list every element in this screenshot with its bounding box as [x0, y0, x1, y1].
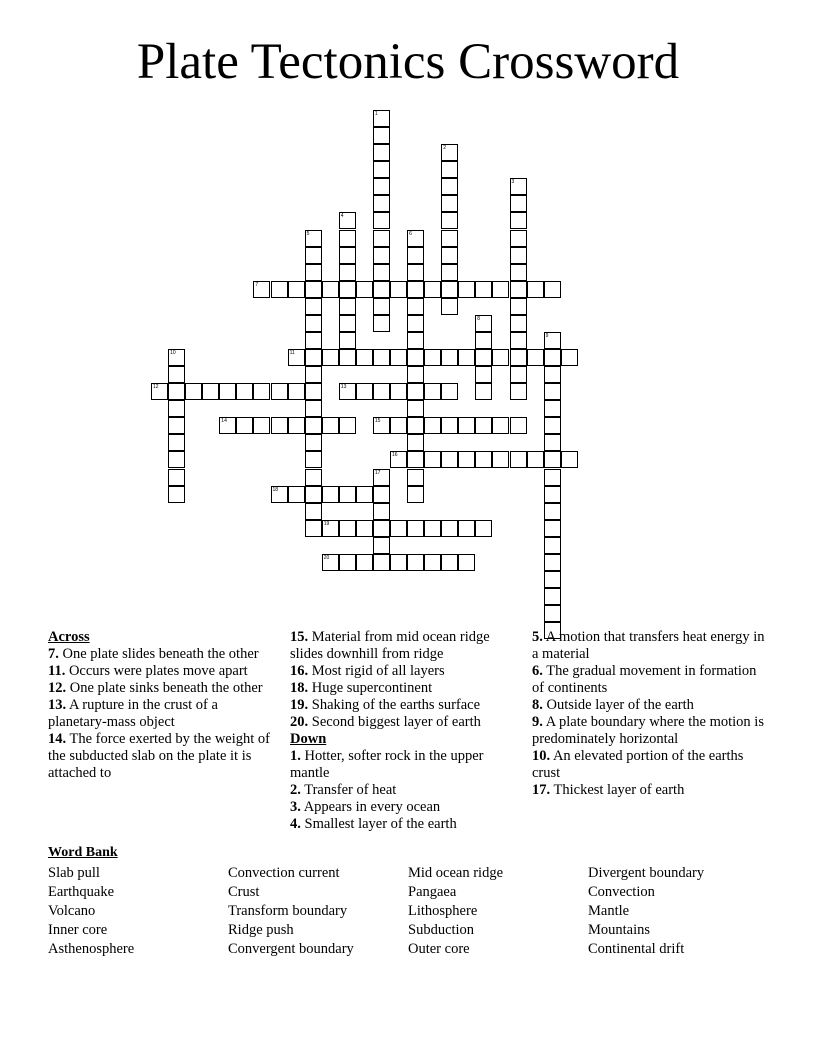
crossword-cell[interactable]: [510, 383, 527, 400]
clue-number: 10: [170, 350, 176, 356]
crossword-cell[interactable]: [458, 554, 475, 571]
crossword-cell[interactable]: [390, 417, 407, 434]
clue-number: 5: [306, 230, 310, 237]
crossword-cell[interactable]: [219, 383, 236, 400]
crossword-cell[interactable]: [373, 520, 390, 537]
crossword-cell[interactable]: [544, 537, 561, 554]
crossword-cell[interactable]: [373, 264, 390, 281]
crossword-cell[interactable]: [305, 451, 322, 468]
crossword-cell[interactable]: [322, 417, 339, 434]
crossword-cell[interactable]: [510, 451, 527, 468]
crossword-cell[interactable]: [527, 451, 544, 468]
crossword-cell[interactable]: [356, 520, 373, 537]
crossword-cell[interactable]: [339, 212, 356, 229]
crossword-cell[interactable]: [356, 281, 373, 298]
crossword-cell[interactable]: [373, 554, 390, 571]
word-bank-item: Volcano: [48, 903, 96, 919]
crossword-cell[interactable]: [390, 554, 407, 571]
crossword-cell[interactable]: [544, 451, 561, 468]
crossword-cell[interactable]: [373, 230, 390, 247]
word-bank-item: Crust: [228, 884, 260, 900]
down-heading: Down: [290, 731, 327, 747]
crossword-cell[interactable]: [510, 298, 527, 315]
crossword-cell[interactable]: [305, 417, 322, 434]
crossword-cell[interactable]: [441, 247, 458, 264]
crossword-cell[interactable]: [271, 383, 288, 400]
crossword-cell[interactable]: [322, 486, 339, 503]
crossword-cell[interactable]: [441, 178, 458, 195]
crossword-cell[interactable]: [441, 161, 458, 178]
crossword-cell[interactable]: [373, 315, 390, 332]
crossword-cell[interactable]: [424, 451, 441, 468]
crossword-cell[interactable]: [253, 281, 270, 298]
crossword-cell[interactable]: [527, 349, 544, 366]
crossword-cell[interactable]: [305, 503, 322, 520]
clue-down-10: 10. An elevated portion of the earths crust: [532, 748, 744, 781]
clue-across-14: 14. The force exerted by the weight of the subducted slab on the plate it is attached to: [48, 731, 270, 781]
crossword-cell[interactable]: [339, 264, 356, 281]
crossword-cell[interactable]: [219, 417, 236, 434]
clue-number: 7: [255, 281, 259, 288]
crossword-cell[interactable]: [373, 349, 390, 366]
crossword-cell[interactable]: [305, 434, 322, 451]
crossword-cell[interactable]: [305, 486, 322, 503]
crossword-cell[interactable]: [544, 588, 561, 605]
crossword-cell[interactable]: [544, 605, 561, 622]
clue-across-20: 20. Second biggest layer of earth: [290, 714, 481, 730]
crossword-cell[interactable]: [458, 451, 475, 468]
clue-across-13: 13. A rupture in the crust of a planetary-mass object: [48, 697, 218, 730]
word-bank-column-3: [408, 864, 503, 959]
crossword-cell[interactable]: [510, 349, 527, 366]
word-bank-item: Convection: [588, 884, 655, 900]
crossword-cell[interactable]: [339, 230, 356, 247]
crossword-cell[interactable]: [253, 417, 270, 434]
crossword-cell[interactable]: [492, 349, 509, 366]
crossword-cell[interactable]: [407, 281, 424, 298]
crossword-cell[interactable]: [373, 161, 390, 178]
crossword-cell[interactable]: [544, 554, 561, 571]
crossword-cell[interactable]: [322, 520, 339, 537]
word-bank-item: Pangaea: [408, 884, 457, 900]
crossword-cell[interactable]: [510, 315, 527, 332]
clue-across-16: 16. Most rigid of all layers: [290, 663, 445, 679]
crossword-cell[interactable]: [288, 486, 305, 503]
crossword-cell[interactable]: [339, 332, 356, 349]
crossword-cell[interactable]: [510, 212, 527, 229]
clues-column-2: [290, 629, 522, 833]
crossword-cell[interactable]: [561, 451, 578, 468]
word-bank-item: Divergent boundary: [588, 865, 705, 881]
page-title: Plate Tectonics Crossword: [136, 34, 680, 90]
crossword-cell[interactable]: [339, 349, 356, 366]
crossword-cell[interactable]: [544, 571, 561, 588]
crossword-cell[interactable]: [373, 144, 390, 161]
word-bank-column-2: [228, 864, 354, 959]
clue-number: 6: [409, 230, 412, 237]
crossword-cell[interactable]: [527, 281, 544, 298]
crossword-cell[interactable]: [373, 247, 390, 264]
clue-number: 12: [153, 384, 159, 391]
crossword-cell[interactable]: [305, 298, 322, 315]
clue-down-6: 6. The gradual movement in formation of continents: [532, 663, 757, 696]
crossword-cell[interactable]: [458, 349, 475, 366]
crossword-cell[interactable]: [510, 332, 527, 349]
crossword-cell[interactable]: [373, 537, 390, 554]
crossword-cell[interactable]: [544, 434, 561, 451]
crossword-cell[interactable]: [544, 281, 561, 298]
word-bank-item: Earthquake: [48, 884, 115, 900]
crossword-cell[interactable]: [202, 383, 219, 400]
crossword-cell[interactable]: [458, 520, 475, 537]
crossword-cell[interactable]: [390, 383, 407, 400]
crossword-cell[interactable]: [492, 417, 509, 434]
crossword-cell[interactable]: [305, 264, 322, 281]
crossword-cell[interactable]: [407, 486, 424, 503]
crossword-cell[interactable]: [305, 520, 322, 537]
clue-number: 20: [323, 554, 330, 561]
crossword-cell[interactable]: [475, 417, 492, 434]
crossword-cell[interactable]: [236, 383, 253, 400]
crossword-cell[interactable]: [475, 349, 492, 366]
crossword-cell[interactable]: [407, 434, 424, 451]
crossword-cell[interactable]: [407, 366, 424, 383]
crossword-cell[interactable]: [305, 230, 322, 247]
word-bank-item: Convergent boundary: [228, 941, 354, 957]
crossword-cell[interactable]: [407, 349, 424, 366]
word-bank-title: Word Bank: [48, 845, 118, 860]
crossword-cell[interactable]: [288, 417, 305, 434]
word-bank-item: Slab pull: [48, 865, 100, 881]
crossword-cell[interactable]: [441, 195, 458, 212]
crossword-cell[interactable]: [288, 281, 305, 298]
crossword-cell[interactable]: [373, 503, 390, 520]
crossword-cell[interactable]: [236, 417, 253, 434]
crossword-cell[interactable]: [322, 349, 339, 366]
clues-column-1: [48, 629, 280, 782]
crossword-cell[interactable]: [475, 451, 492, 468]
crossword-cell[interactable]: [373, 195, 390, 212]
crossword-cell[interactable]: [407, 247, 424, 264]
crossword-cell[interactable]: [441, 298, 458, 315]
crossword-cell[interactable]: [544, 383, 561, 400]
clue-number: 3: [511, 179, 515, 186]
crossword-cell[interactable]: [407, 230, 424, 247]
crossword-cell[interactable]: [373, 110, 390, 127]
clue-number: 8: [477, 315, 481, 322]
crossword-cell[interactable]: [441, 451, 458, 468]
crossword-cell[interactable]: [441, 281, 458, 298]
crossword-cell[interactable]: [441, 264, 458, 281]
crossword-cell[interactable]: [151, 383, 168, 400]
crossword-cell[interactable]: [373, 298, 390, 315]
crossword-cell[interactable]: [168, 383, 185, 400]
clue-number: 13: [340, 384, 347, 391]
crossword-cell[interactable]: [305, 332, 322, 349]
crossword-cell[interactable]: [373, 417, 390, 434]
crossword-cell[interactable]: [510, 178, 527, 195]
clue-down-5: 5. A motion that transfers heat energy in a material: [532, 629, 765, 662]
word-bank-column-1: [48, 864, 134, 959]
word-bank-item: Continental drift: [588, 941, 685, 957]
crossword-cell[interactable]: [373, 281, 390, 298]
clue-number: 4: [340, 213, 344, 220]
crossword-cell[interactable]: [339, 281, 356, 298]
crossword-cell[interactable]: [373, 178, 390, 195]
clue-down-1: 1. Hotter, softer rock in the upper mantle: [290, 748, 484, 781]
crossword-cell[interactable]: [544, 366, 561, 383]
crossword-cell[interactable]: [168, 486, 185, 503]
crossword-cell[interactable]: [271, 281, 288, 298]
clue-number: 14: [221, 418, 227, 425]
word-bank-item: Ridge push: [228, 922, 294, 938]
clue-number: 16: [392, 452, 398, 459]
crossword-cell[interactable]: [458, 281, 475, 298]
crossword-cell[interactable]: [339, 486, 356, 503]
crossword-cell[interactable]: [305, 366, 322, 383]
crossword-cell[interactable]: [407, 298, 424, 315]
crossword-cell[interactable]: [475, 520, 492, 537]
crossword-cell[interactable]: [424, 520, 441, 537]
crossword-cell[interactable]: [510, 230, 527, 247]
crossword-cell[interactable]: [510, 247, 527, 264]
crossword-cell[interactable]: [441, 349, 458, 366]
crossword-cell[interactable]: [305, 247, 322, 264]
crossword-cell[interactable]: [475, 332, 492, 349]
crossword-cell[interactable]: [373, 469, 390, 486]
crossword-cell[interactable]: [305, 383, 322, 400]
word-bank-item: Subduction: [408, 922, 475, 938]
crossword-cell[interactable]: [441, 212, 458, 229]
word-bank-item: Mantle: [588, 903, 630, 919]
clue-down-8: 8. Outside layer of the earth: [532, 697, 694, 713]
crossword-cell[interactable]: [510, 195, 527, 212]
clue-number: 15: [374, 418, 381, 425]
crossword-cell[interactable]: [271, 417, 288, 434]
crossword-cell[interactable]: [373, 486, 390, 503]
crossword-cell[interactable]: [407, 383, 424, 400]
crossword-cell[interactable]: [424, 383, 441, 400]
crossword-cell[interactable]: [407, 520, 424, 537]
word-bank-item: Mountains: [588, 922, 651, 938]
crossword-cell[interactable]: [339, 520, 356, 537]
crossword-cell[interactable]: [544, 486, 561, 503]
clue-down-9: 9. A plate boundary where the motion is predominately horizontal: [532, 714, 764, 747]
crossword-cell[interactable]: [168, 400, 185, 417]
crossword-cell[interactable]: [390, 520, 407, 537]
clue-across-7: 7. One plate slides beneath the other: [48, 646, 259, 662]
crossword-cell[interactable]: [390, 451, 407, 468]
crossword-cell[interactable]: [475, 366, 492, 383]
crossword-cell[interactable]: [339, 247, 356, 264]
crossword-cell[interactable]: [305, 315, 322, 332]
clue-down-3: 3. Appears in every ocean: [290, 799, 441, 815]
crossword-cell[interactable]: [288, 349, 305, 366]
clue-across-15: 15. Material from mid ocean ridge slides downhill from ridge: [290, 629, 490, 662]
crossword-cell[interactable]: [168, 349, 185, 366]
crossword-cell[interactable]: [424, 417, 441, 434]
word-bank-item: Lithosphere: [408, 903, 478, 919]
crossword-cell[interactable]: [373, 383, 390, 400]
clue-number: 19: [323, 520, 330, 527]
word-bank-item: Convection current: [228, 865, 340, 881]
crossword-cell[interactable]: [544, 417, 561, 434]
crossword-cell[interactable]: [305, 469, 322, 486]
crossword-cell[interactable]: [407, 417, 424, 434]
crossword-cell[interactable]: [441, 144, 458, 161]
crossword-cell[interactable]: [510, 366, 527, 383]
clue-number: 2: [443, 145, 446, 152]
across-heading: Across: [48, 629, 90, 645]
crossword-cell[interactable]: [168, 434, 185, 451]
crossword-cell[interactable]: [339, 417, 356, 434]
crossword-cell[interactable]: [305, 349, 322, 366]
clue-down-17: 17. Thickest layer of earth: [532, 782, 685, 798]
crossword-cell[interactable]: [544, 469, 561, 486]
clue-down-4: 4. Smallest layer of the earth: [290, 816, 457, 832]
crossword-cell[interactable]: [288, 383, 305, 400]
crossword-cell[interactable]: [441, 520, 458, 537]
crossword-cell[interactable]: [356, 486, 373, 503]
clues-column-3: [532, 629, 772, 799]
crossword-cell[interactable]: [492, 281, 509, 298]
crossword-cell[interactable]: [185, 383, 202, 400]
crossword-cell[interactable]: [356, 554, 373, 571]
crossword-cell[interactable]: [510, 281, 527, 298]
crossword-cell[interactable]: [373, 212, 390, 229]
word-bank-item: Mid ocean ridge: [408, 865, 504, 881]
crossword-cell[interactable]: [305, 281, 322, 298]
crossword-cell[interactable]: [253, 383, 270, 400]
crossword-cell[interactable]: [168, 417, 185, 434]
crossword-cell[interactable]: [424, 554, 441, 571]
crossword-cell[interactable]: [441, 554, 458, 571]
crossword-cell[interactable]: [390, 281, 407, 298]
crossword-cell[interactable]: [339, 383, 356, 400]
crossword-cell[interactable]: [168, 366, 185, 383]
crossword-cell[interactable]: [271, 486, 288, 503]
crossword-cell[interactable]: [356, 383, 373, 400]
crossword-cell[interactable]: [544, 400, 561, 417]
crossword-cell[interactable]: [168, 469, 185, 486]
crossword-cell[interactable]: [339, 315, 356, 332]
crossword-cell[interactable]: [475, 315, 492, 332]
clue-number: 11: [289, 350, 295, 356]
crossword-cell[interactable]: [407, 332, 424, 349]
clue-number: 1: [374, 111, 378, 117]
clue-number: 18: [272, 486, 279, 493]
crossword-cell[interactable]: [441, 230, 458, 247]
clue-number: 9: [545, 332, 549, 339]
crossword-cell[interactable]: [441, 383, 458, 400]
crossword-cell[interactable]: [168, 451, 185, 468]
word-bank-item: Transform boundary: [228, 903, 348, 919]
word-bank-item: Asthenosphere: [48, 941, 135, 957]
crossword-cell[interactable]: [544, 503, 561, 520]
crossword-cell[interactable]: [510, 264, 527, 281]
crossword-cell[interactable]: [441, 417, 458, 434]
crossword-cell[interactable]: [356, 349, 373, 366]
clue-across-18: 18. Huge supercontinent: [290, 680, 433, 696]
crossword-cell[interactable]: [475, 281, 492, 298]
crossword-cell[interactable]: [407, 264, 424, 281]
clue-number: 17: [374, 469, 381, 476]
crossword-cell[interactable]: [407, 554, 424, 571]
word-bank-item: Outer core: [408, 941, 470, 957]
crossword-cell[interactable]: [407, 451, 424, 468]
crossword-cell[interactable]: [544, 349, 561, 366]
crossword-cell[interactable]: [390, 349, 407, 366]
word-bank-item: Inner core: [48, 922, 108, 938]
crossword-cell[interactable]: [407, 315, 424, 332]
clue-across-12: 12. One plate sinks beneath the other: [48, 680, 263, 696]
crossword-cell[interactable]: [544, 520, 561, 537]
crossword-cell[interactable]: [373, 127, 390, 144]
crossword-cell[interactable]: [407, 469, 424, 486]
crossword-cell[interactable]: [492, 451, 509, 468]
clue-down-2: 2. Transfer of heat: [290, 782, 397, 798]
crossword-cell[interactable]: [544, 332, 561, 349]
crossword-cell[interactable]: [510, 417, 527, 434]
crossword-cell[interactable]: [322, 554, 339, 571]
clue-across-19: 19. Shaking of the earths surface: [290, 697, 481, 713]
crossword-cell[interactable]: [424, 281, 441, 298]
crossword-cell[interactable]: [458, 417, 475, 434]
crossword-cell[interactable]: [305, 400, 322, 417]
crossword-cell[interactable]: [322, 281, 339, 298]
crossword-cell[interactable]: [407, 400, 424, 417]
crossword-cell[interactable]: [424, 349, 441, 366]
crossword-cell[interactable]: [339, 554, 356, 571]
word-bank-column-4: [588, 864, 704, 959]
crossword-cell[interactable]: [561, 349, 578, 366]
crossword-cell[interactable]: [339, 298, 356, 315]
crossword-cell[interactable]: [475, 383, 492, 400]
clue-across-11: 11. Occurs were plates move apart: [48, 663, 248, 679]
